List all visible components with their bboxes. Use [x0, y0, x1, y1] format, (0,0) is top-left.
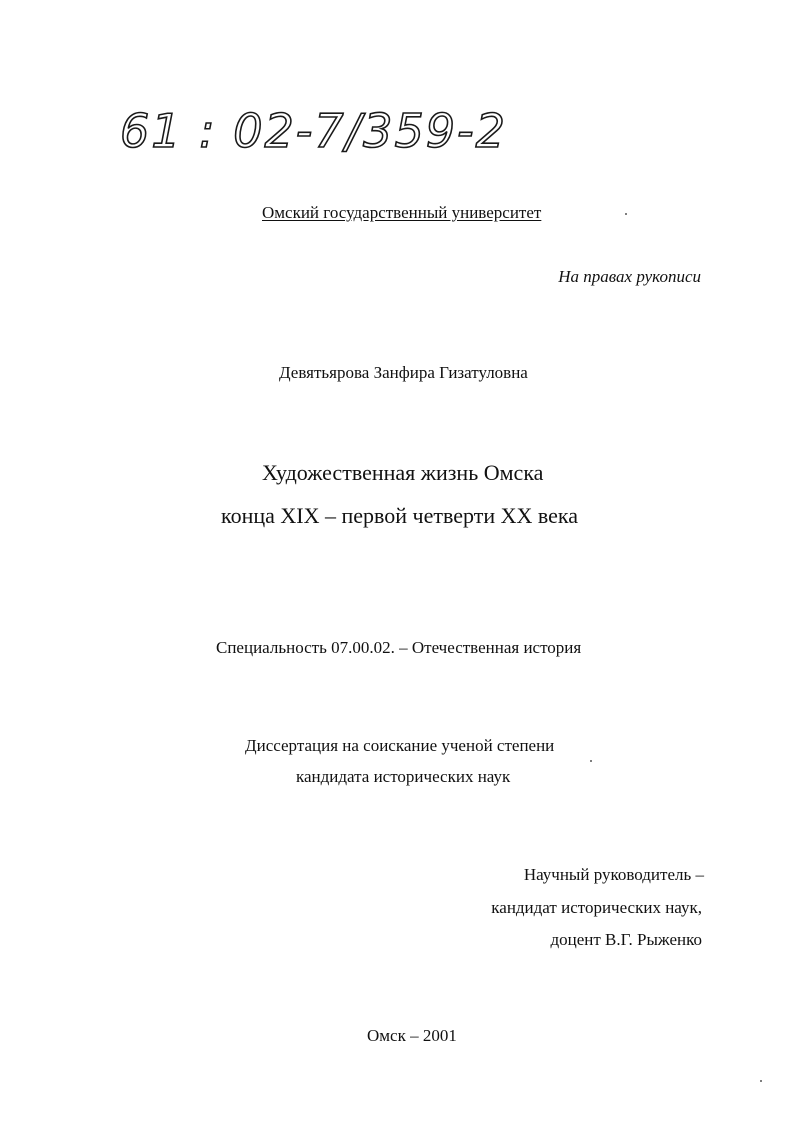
handwritten-code-text: 61 : 02-7/359-2: [120, 104, 507, 158]
dissertation-title-line-1: Художественная жизнь Омска: [262, 460, 544, 485]
dissertation-title-line-2: конца XIX – первой четверти XX века: [221, 503, 579, 528]
handwritten-catalog-number: [110, 85, 570, 175]
manuscript-rights-note: На правах рукописи: [558, 267, 701, 286]
university-name: Омский государственный университет: [262, 203, 542, 222]
specialty: Специальность 07.00.02. – Отечественная история: [216, 638, 582, 657]
supervisor-line-2: кандидат исторических наук,: [491, 898, 702, 917]
degree-line-1: Диссертация на соискание ученой степени: [245, 736, 555, 755]
supervisor-line-3: доцент В.Г. Рыженко: [550, 930, 702, 949]
supervisor-line-1: Научный руководитель –: [523, 865, 704, 884]
scan-speck: [590, 760, 592, 762]
degree-line-2: кандидата исторических наук: [296, 767, 511, 786]
scan-speck: [760, 1080, 762, 1082]
city-year: Омск – 2001: [367, 1026, 457, 1045]
scan-speck: [625, 213, 627, 215]
author-name: Девятьярова Занфира Гизатуловна: [279, 363, 528, 382]
